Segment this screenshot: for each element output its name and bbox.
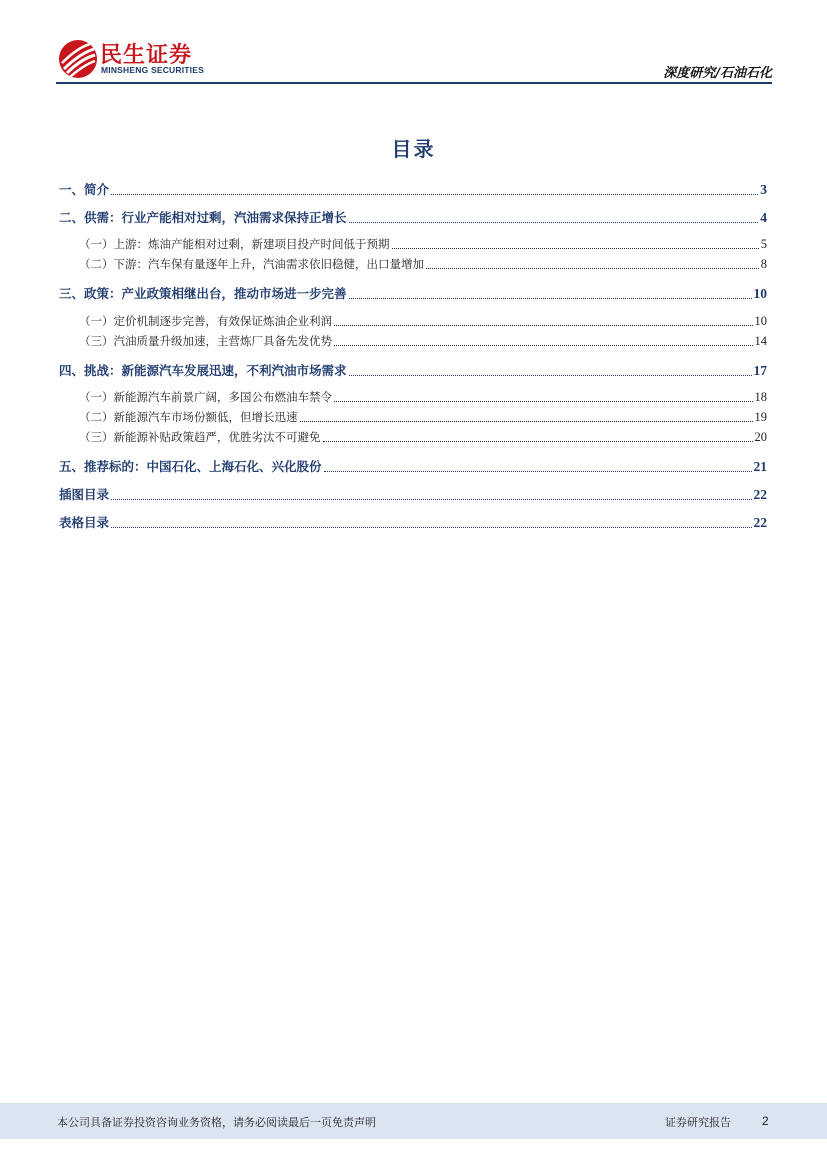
report-category: 深度研究/石油石化 bbox=[663, 66, 772, 81]
toc-entry[interactable] bbox=[59, 180, 767, 198]
footer-report-type: 证券研究报告 bbox=[665, 1116, 731, 1129]
toc-entry-title[interactable]: （一）新能源汽车前景广阔，多国公布燃油车禁令 bbox=[79, 390, 332, 404]
toc-entry[interactable] bbox=[59, 409, 767, 425]
toc-entry-title[interactable]: 插图目录 bbox=[59, 487, 110, 502]
toc-entry-page[interactable]: 18 bbox=[754, 390, 767, 404]
header-divider bbox=[56, 82, 772, 84]
toc-dot-leader bbox=[111, 194, 758, 195]
toc-dot-leader bbox=[392, 248, 759, 249]
toc-entry-page[interactable]: 4 bbox=[760, 210, 767, 225]
toc-entry-title[interactable]: 五、推荐标的：中国石化、上海石化、兴化股份 bbox=[59, 459, 322, 474]
toc-entry-page[interactable]: 22 bbox=[753, 515, 767, 530]
toc-entry[interactable] bbox=[59, 429, 767, 445]
logo-english-name: MINSHENG SECURITIES bbox=[101, 65, 204, 75]
toc-entry-page[interactable]: 19 bbox=[754, 410, 767, 424]
footer-disclaimer: 本公司具备证券投资咨询业务资格，请务必阅读最后一页免责声明 bbox=[57, 1116, 376, 1129]
toc-entry-title[interactable]: （三）新能源补贴政策趋严，优胜劣汰不可避免 bbox=[79, 430, 321, 444]
toc-entry[interactable] bbox=[59, 333, 767, 349]
toc-entry-title[interactable]: （一）上游：炼油产能相对过剩，新建项目投产时间低于预期 bbox=[79, 237, 390, 251]
toc-title: 目录 bbox=[391, 137, 436, 161]
toc-dot-leader bbox=[334, 325, 753, 326]
toc-dot-leader bbox=[426, 268, 759, 269]
toc-entry[interactable] bbox=[59, 513, 767, 531]
toc-dot-leader bbox=[323, 441, 753, 442]
toc-dot-leader bbox=[334, 401, 753, 402]
toc-entry[interactable] bbox=[59, 236, 767, 252]
toc-entry[interactable] bbox=[59, 208, 767, 226]
toc-entry-page[interactable]: 20 bbox=[754, 430, 767, 444]
toc-entry-title[interactable]: （一）定价机制逐步完善，有效保证炼油企业利润 bbox=[79, 314, 332, 328]
toc-dot-leader bbox=[349, 298, 752, 299]
toc-entry-page[interactable]: 14 bbox=[754, 334, 767, 348]
toc-entry[interactable] bbox=[59, 485, 767, 503]
logo-chinese-name: 民生证券 bbox=[100, 43, 193, 68]
toc-dot-leader bbox=[324, 471, 752, 472]
page-header bbox=[56, 36, 772, 82]
toc-entry-title[interactable]: 表格目录 bbox=[59, 515, 110, 530]
toc-entry-title[interactable]: 三、政策：产业政策相继出台，推动市场进一步完善 bbox=[59, 286, 347, 301]
toc-entry-page[interactable]: 10 bbox=[754, 314, 767, 328]
toc-entry-title[interactable]: （三）汽油质量升级加速，主营炼厂具备先发优势 bbox=[79, 334, 332, 348]
toc-dot-leader bbox=[334, 345, 753, 346]
toc-entry-title[interactable]: 二、供需：行业产能相对过剩，汽油需求保持正增长 bbox=[59, 210, 347, 225]
toc-entry-page[interactable]: 8 bbox=[760, 257, 767, 271]
toc-entry-title[interactable]: （二）下游：汽车保有量逐年上升，汽油需求依旧稳健，出口量增加 bbox=[79, 257, 424, 271]
toc-dot-leader bbox=[111, 527, 751, 528]
toc-entry-title[interactable]: 一、简介 bbox=[59, 182, 110, 197]
toc-dot-leader bbox=[300, 421, 753, 422]
toc-entry[interactable] bbox=[59, 389, 767, 405]
minsheng-logo bbox=[56, 36, 216, 82]
toc-entry-page[interactable]: 10 bbox=[753, 286, 767, 301]
toc-entry-page[interactable]: 22 bbox=[753, 487, 767, 502]
toc-entry[interactable] bbox=[59, 313, 767, 329]
toc-entry-page[interactable]: 5 bbox=[760, 237, 767, 251]
toc-dot-leader bbox=[111, 499, 751, 500]
minsheng-logo-icon bbox=[58, 39, 98, 79]
page-footer bbox=[0, 1103, 827, 1139]
toc-entry-page[interactable]: 21 bbox=[753, 459, 767, 474]
toc-entry[interactable] bbox=[59, 457, 767, 475]
toc-entry-page[interactable]: 17 bbox=[753, 363, 767, 378]
toc-entry[interactable] bbox=[59, 361, 767, 379]
footer-page-number: 2 bbox=[762, 1114, 769, 1128]
toc-entry[interactable] bbox=[59, 284, 767, 302]
toc-dot-leader bbox=[349, 375, 752, 376]
toc-dot-leader bbox=[349, 222, 759, 223]
toc-entry-page[interactable]: 3 bbox=[760, 182, 767, 197]
toc-entry-title[interactable]: 四、挑战：新能源汽车发展迅速，不利汽油市场需求 bbox=[59, 363, 347, 378]
toc-entry-title[interactable]: （二）新能源汽车市场份额低，但增长迅速 bbox=[79, 410, 298, 424]
toc-entry[interactable] bbox=[59, 256, 767, 272]
